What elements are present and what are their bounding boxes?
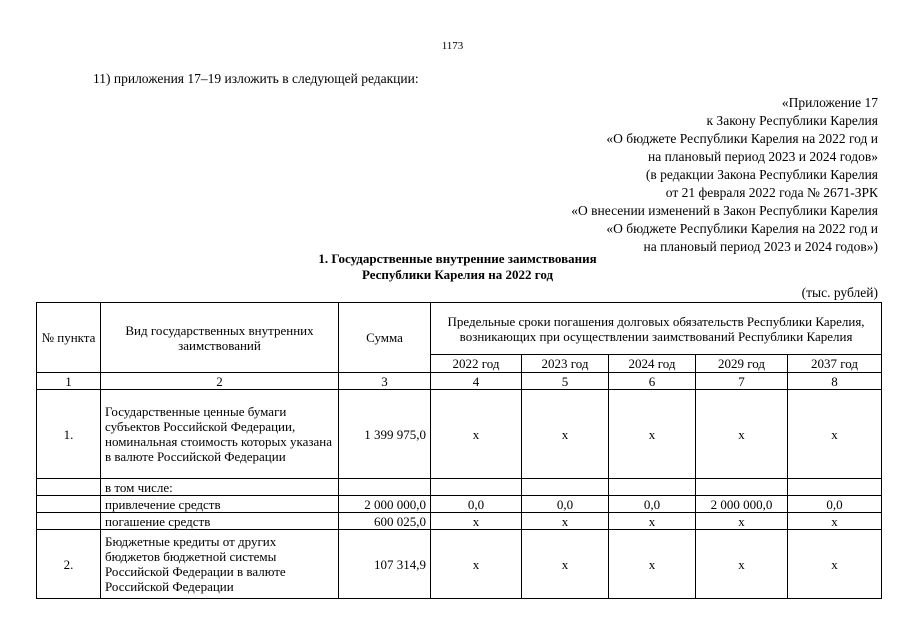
table-row <box>37 513 882 530</box>
section-title <box>0 251 905 283</box>
row-year-value: x <box>609 513 696 530</box>
row-year-value: x <box>522 530 609 599</box>
column-number: 2 <box>101 373 339 390</box>
column-number: 4 <box>431 373 522 390</box>
row-year-value: x <box>522 390 609 479</box>
intro-text: 11) приложения 17–19 изложить в следующей редакции: <box>93 71 419 86</box>
row-year-value: x <box>609 390 696 479</box>
row-year-value: 0,0 <box>609 496 696 513</box>
row-sum <box>339 479 431 496</box>
section-title-line2: Республики Карелия на 2022 год <box>361 267 554 282</box>
row-year-value <box>431 479 522 496</box>
appendix-line: на плановый период 2023 и 2024 годов») <box>643 239 878 254</box>
table-row <box>37 496 882 513</box>
row-kind: привлечение средств <box>101 496 339 513</box>
row-year-value: x <box>696 390 788 479</box>
borrowings-table <box>36 302 882 599</box>
row-year-value: x <box>696 513 788 530</box>
appendix-header <box>571 94 878 256</box>
row-year-value: x <box>431 513 522 530</box>
row-year-value <box>609 479 696 496</box>
header-year: 2024 год <box>609 355 696 373</box>
appendix-line: «Приложение 17 <box>781 95 878 110</box>
appendix-line: (в редакции Закона Республики Карелия <box>645 167 878 182</box>
row-year-value: x <box>431 390 522 479</box>
table-row <box>37 479 882 496</box>
page-number: 1173 <box>441 40 464 52</box>
header-year: 2022 год <box>431 355 522 373</box>
header-kind: Вид государственных внутренних заимствований <box>101 303 339 373</box>
row-year-value: 2 000 000,0 <box>696 496 788 513</box>
table-row <box>37 530 882 599</box>
row-kind: в том числе: <box>101 479 339 496</box>
row-kind: погашение средств <box>101 513 339 530</box>
column-number: 8 <box>788 373 882 390</box>
header-year: 2037 год <box>788 355 882 373</box>
row-year-value: x <box>788 513 882 530</box>
row-year-value: 0,0 <box>431 496 522 513</box>
appendix-line: к Закону Республики Карелия <box>706 113 878 128</box>
row-kind: Бюджетные кредиты от других бюджетов бюджетной системы Российской Федерации в валюте Российской Федерации <box>101 530 339 599</box>
column-number: 6 <box>609 373 696 390</box>
appendix-line: от 21 февраля 2022 года № 2671-ЗРК <box>665 185 878 200</box>
header-year: 2023 год <box>522 355 609 373</box>
row-year-value: x <box>696 530 788 599</box>
units-label: (тыс. рублей) <box>801 285 878 300</box>
row-number <box>37 513 101 530</box>
column-number: 5 <box>522 373 609 390</box>
row-year-value: x <box>431 530 522 599</box>
row-year-value: x <box>788 390 882 479</box>
header-number: № пункта <box>37 303 101 373</box>
row-number: 1. <box>37 390 101 479</box>
row-year-value: 0,0 <box>788 496 882 513</box>
section-title-line1: 1. Государственные внутренние заимствования <box>318 251 597 266</box>
appendix-line: на плановый период 2023 и 2024 годов» <box>647 149 878 164</box>
table-header-row <box>37 303 882 355</box>
appendix-line: «О внесении изменений в Закон Республики Карелия <box>571 203 878 218</box>
row-year-value: 0,0 <box>522 496 609 513</box>
table-row <box>37 390 882 479</box>
row-sum: 600 025,0 <box>339 513 431 530</box>
column-number: 1 <box>37 373 101 390</box>
header-year: 2029 год <box>696 355 788 373</box>
row-number <box>37 479 101 496</box>
header-deadlines: Предельные сроки погашения долговых обязательств Республики Карелия, возникающих при осуществлении заимствований Республики Карелия <box>431 303 882 355</box>
column-number: 7 <box>696 373 788 390</box>
row-kind: Государственные ценные бумаги субъектов Российской Федерации, номинальная стоимость которых указана в валюте Российской Федерации <box>101 390 339 479</box>
appendix-line: «О бюджете Республики Карелия на 2022 год и <box>606 131 878 146</box>
row-sum: 1 399 975,0 <box>339 390 431 479</box>
header-sum: Сумма <box>339 303 431 373</box>
column-number: 3 <box>339 373 431 390</box>
row-year-value <box>522 479 609 496</box>
appendix-line: «О бюджете Республики Карелия на 2022 год и <box>606 221 878 236</box>
row-year-value <box>696 479 788 496</box>
row-year-value <box>788 479 882 496</box>
row-number <box>37 496 101 513</box>
row-sum: 2 000 000,0 <box>339 496 431 513</box>
column-numbers-row <box>37 373 882 390</box>
row-year-value: x <box>788 530 882 599</box>
row-sum: 107 314,9 <box>339 530 431 599</box>
row-year-value: x <box>522 513 609 530</box>
row-year-value: x <box>609 530 696 599</box>
row-number: 2. <box>37 530 101 599</box>
